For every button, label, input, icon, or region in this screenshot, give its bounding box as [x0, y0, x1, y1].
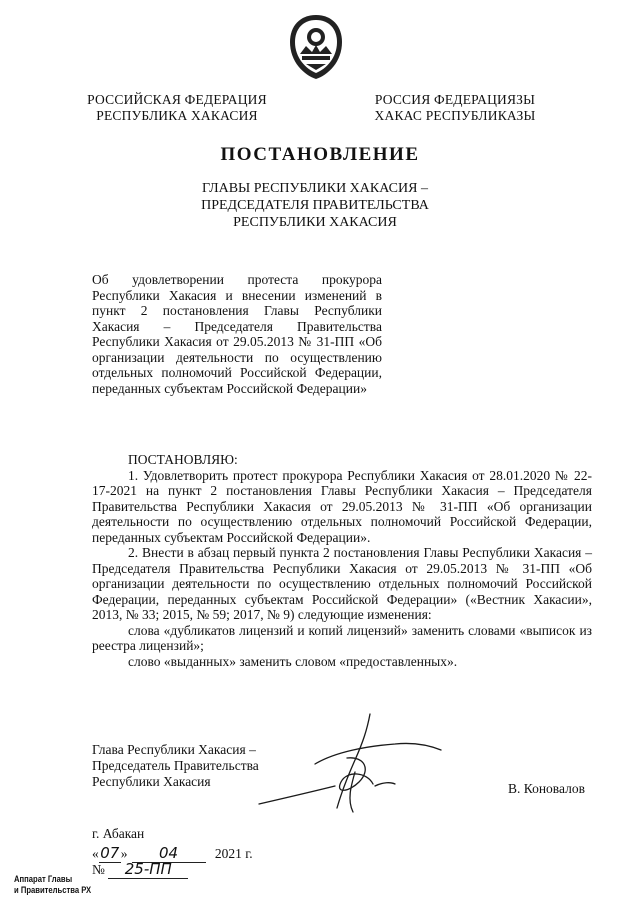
signatory-name: В. Коновалов: [508, 781, 585, 796]
decree-paragraph-4: слово «выданных» заменить словом «предоставленных».: [128, 653, 458, 669]
number-value: 25-ПП: [108, 860, 188, 879]
document-title: ПОСТАНОВЛЕНИЕ: [220, 144, 420, 165]
header-right: [360, 92, 550, 124]
subtitle-line1: ГЛАВЫ РЕСПУБЛИКИ ХАКАСИЯ –: [202, 181, 428, 196]
header-left: [82, 92, 272, 124]
office-stamp: [14, 874, 91, 896]
signatory-title-line2: Председатель Правительства: [92, 758, 259, 773]
signatory-title-line3: Республики Хакасия: [92, 774, 211, 789]
stamp-line2: и Правительства РХ: [14, 885, 92, 895]
decree-paragraph-3: слова «дубликатов лицензий и копий лицензий» заменить словами «выписок из реестра лицензий»;: [92, 622, 592, 653]
issue-number: [92, 860, 292, 878]
document-subject: Об удовлетворении протеста прокурора Республики Хакасия и внесении изменений в пункт 2 постановления Главы Республики Хакасия – Председателя Правительства Республики Хакасия от 29.05.2013 № 31-ПП «Об организации деятельности по осуществлению отдельных полномочий Российской Федерации, переданных субъектам Российской Федерации»: [92, 272, 382, 396]
subtitle-line2: ПРЕДСЕДАТЕЛЯ ПРАВИТЕЛЬСТВА: [201, 198, 429, 213]
number-prefix: №: [92, 862, 105, 877]
decree-paragraph-2: 2. Внести в абзац первый пункта 2 постановления Главы Республики Хакасия – Председателя Правительства Республики Хакасия от 29.05.2013 № 31-ПП «Об организации деятельности по осуществлению отдельных полномочий Российской Федерации, переданных субъектам Российской Федерации» («Вестник Хакасии», 2013, № 33; 2015, № 59; 2017, № 9) следующие изменения:: [92, 545, 592, 622]
document-subtitle: [150, 180, 480, 231]
header-left-line2: РЕСПУБЛИКА ХАКАСИЯ: [96, 108, 258, 123]
subtitle-line3: РЕСПУБЛИКИ ХАКАСИЯ: [233, 215, 397, 230]
signatory-title-line1: Глава Республики Хакасия –: [92, 742, 256, 757]
date-close-quote: »: [120, 846, 128, 861]
date-open-quote: «: [92, 846, 99, 861]
date-month: 04: [132, 844, 206, 863]
header-left-line1: РОССИЙСКАЯ ФЕДЕРАЦИЯ: [87, 92, 267, 107]
decree-lead: ПОСТАНОВЛЯЮ:: [128, 452, 238, 467]
handwritten-signature: [255, 712, 445, 822]
issue-city: г. Абакан: [92, 826, 145, 841]
header-right-line1: РОССИЯ ФЕДЕРАЦИЯЗЫ: [374, 92, 536, 107]
date-day: 07: [100, 844, 120, 862]
header-right-line2: ХАКАС РЕСПУБЛИКАЗЫ: [374, 108, 536, 123]
stamp-line1: Аппарат Главы: [14, 874, 73, 884]
decree-paragraph-1: 1. Удовлетворить протест прокурора Республики Хакасия от 28.01.2020 № 22-17-2021 на пункт 2 постановления Главы Республики Хакасия – Председателя Правительства Республики Хакасия от 29.05.2013 № 31-ПП «Об организации деятельности по осуществлению отдельных полномочий Российской Федерации, переданных субъектам Российской Федерации».: [92, 467, 592, 545]
coat-of-arms-emblem: [284, 12, 348, 82]
date-year: 2021 г.: [214, 846, 253, 861]
decree-body: [92, 452, 592, 669]
